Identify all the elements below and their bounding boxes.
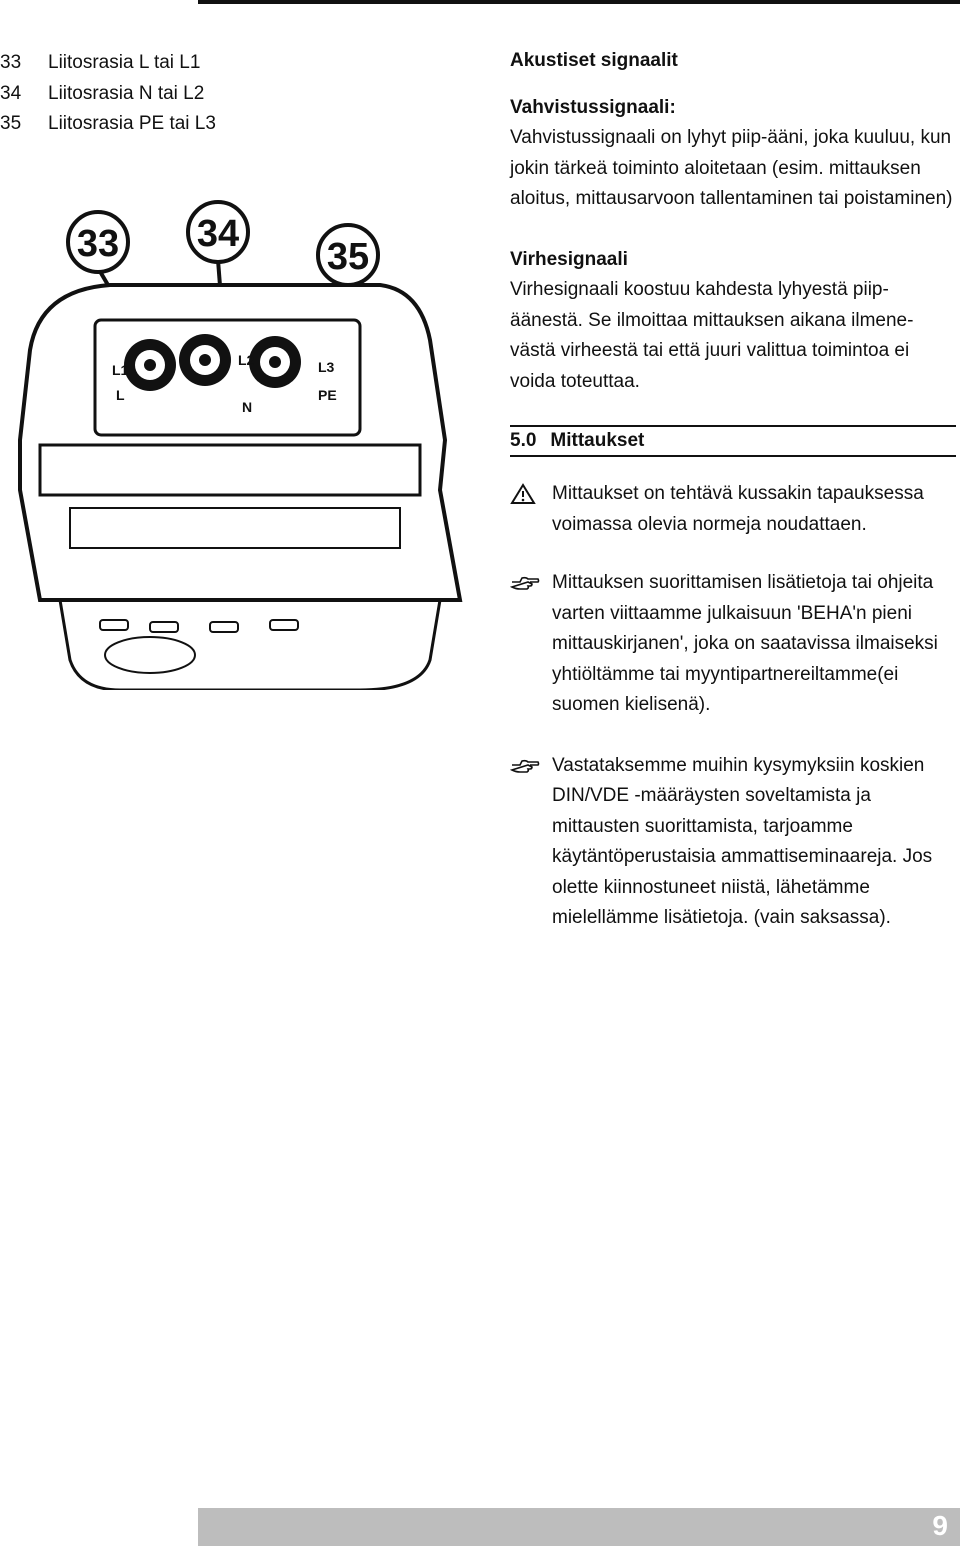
note-text: Mittauksen suorittamisen lisätietoja tai ohjeita varten viittaamme julkaisuun 'BEHA'n pieni mittauskirjanen', joka on saatavissa ilmaiseksi yhtiöltämme tai myyntipartnereiltamme(ei suomen kielisenä).: [552, 572, 938, 715]
error-signal-title: Virhesignaali: [510, 248, 628, 270]
label-pe: PE: [318, 387, 337, 403]
legend-number: 34: [0, 82, 22, 104]
legend-number: 35: [0, 113, 22, 134]
callout-33: [68, 212, 128, 272]
lower-panel: [70, 508, 400, 548]
device-illustration: [0, 190, 480, 690]
note-text: Vastataksemme muihin kysymyksiin koskien DIN/VDE -määräysten soveltamista ja mittausten suorittamista, tarjoamme käytäntöperustaisia ammattiseminaareja. Jos olette kiinnostuneet niistä, lähetämme mielellämme lisätietoja. (vain saksassa).: [552, 754, 933, 928]
legend-list: [0, 48, 216, 140]
legend-text: Liitosrasia PE tai L3: [48, 113, 216, 134]
page-number: 9: [932, 1510, 948, 1541]
legend-text: Liitosrasia N tai L2: [48, 82, 205, 104]
acoustic-signals-heading: Akustiset signaalit: [510, 50, 678, 71]
legend-text: Liitosrasia L tai L1: [48, 52, 201, 73]
device-button: [100, 620, 128, 630]
device-button: [210, 622, 238, 632]
label-l3: L3: [318, 359, 335, 375]
socket-pe: [249, 336, 301, 388]
confirm-signal-title: Vahvistussignaali:: [510, 96, 676, 118]
note-reference: [510, 568, 956, 721]
section-number: 5.0: [510, 429, 537, 451]
device-button: [270, 620, 298, 630]
svg-text:35: 35: [326, 236, 370, 278]
note-text: Mittaukset on tehtävä kussakin tapauksessa voimassa olevia normeja noudattaen.: [552, 483, 924, 535]
label-l1: L1: [112, 362, 129, 378]
section-title: Mittaukset: [550, 429, 645, 451]
label-l2: L2: [238, 352, 255, 368]
note-seminars: [510, 751, 956, 934]
device-button: [150, 622, 178, 632]
svg-text:33: 33: [76, 223, 120, 265]
device-figure: [0, 190, 480, 690]
socket-n: [179, 334, 231, 386]
legend-item: [0, 48, 216, 79]
error-signal-text: Virhesignaali koostuu kahdesta lyhyestä piip-äänestä. Se ilmoittaa mittauksen aikana ilmene-västä virheestä tai että juuri valittua toimintoa ei voida toteuttaa.: [510, 279, 914, 392]
display-window: [40, 445, 420, 495]
legend-item: [0, 79, 216, 110]
label-l: L: [116, 387, 125, 403]
warning-icon: [510, 479, 552, 516]
confirm-signal-text: Vahvistussignaali on lyhyt piip-ääni, joka kuuluu, kun jokin tärkeä toiminto aloitetaan (esim. mittauksen aloitus, mittausarvoon tallentaminen tai poistaminen): [510, 127, 953, 209]
legend-item: [0, 109, 216, 140]
socket-l1: [124, 339, 176, 391]
section-heading: [510, 425, 956, 457]
footer-bar: [198, 1508, 960, 1546]
device-slot: [105, 637, 195, 673]
callout-35: [318, 225, 378, 285]
pointing-hand-icon: [510, 568, 552, 603]
callout-34: [188, 202, 248, 262]
svg-text:34: 34: [196, 213, 240, 255]
legend-number: 33: [0, 52, 22, 73]
note-warning: [510, 479, 956, 540]
pointing-hand-icon: [510, 751, 552, 786]
top-rule: [198, 0, 960, 4]
label-n: N: [242, 399, 253, 415]
content-column: [510, 46, 956, 934]
